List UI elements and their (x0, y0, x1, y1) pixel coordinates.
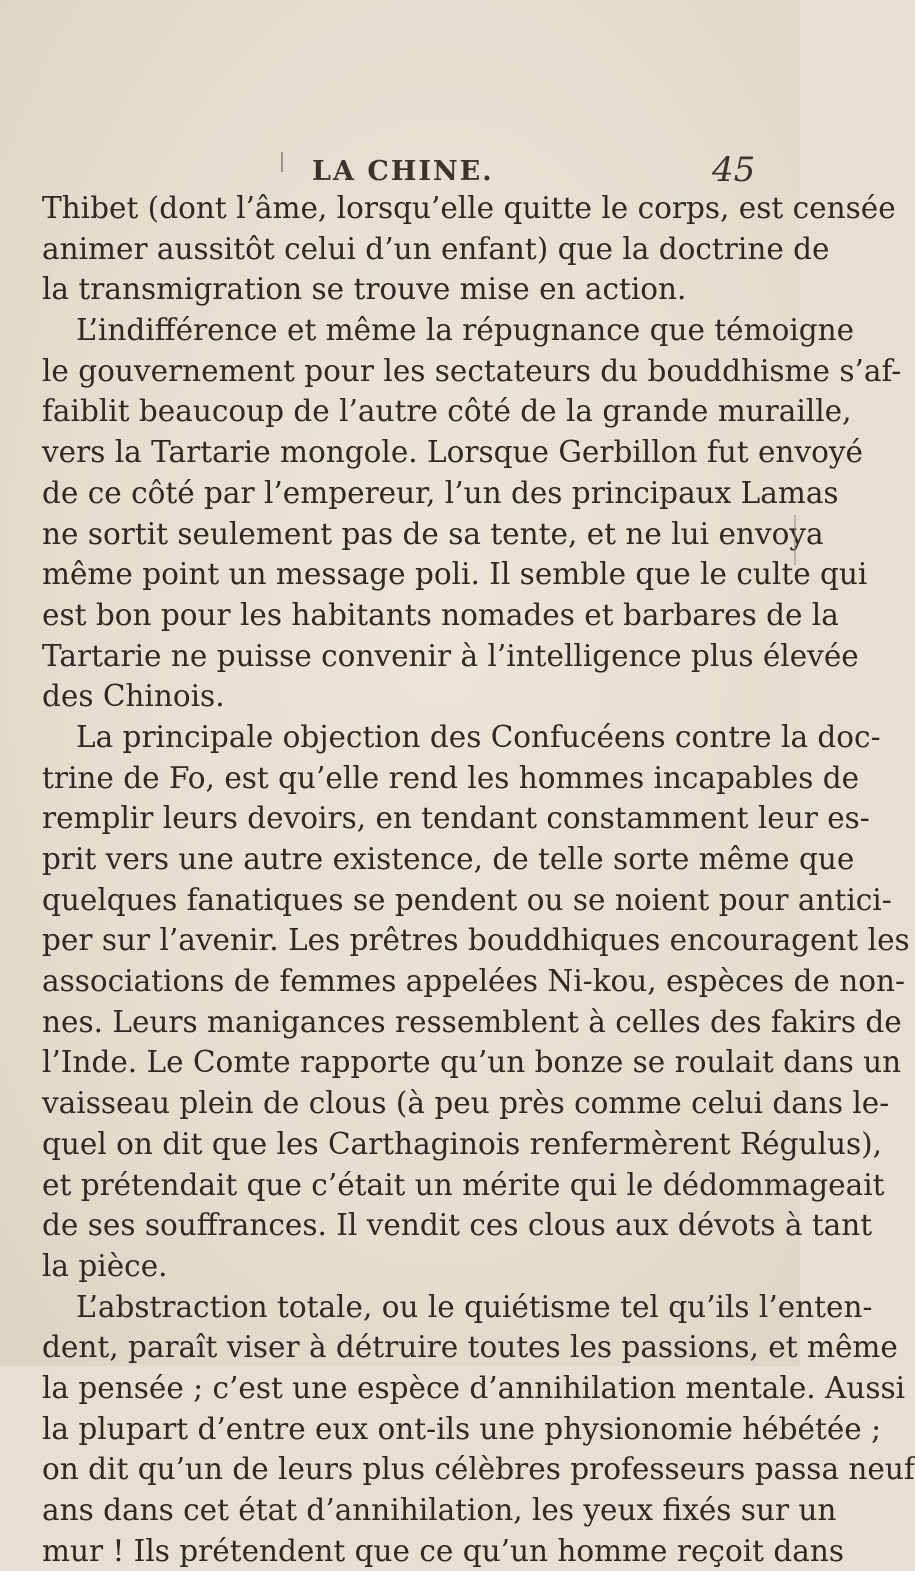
text-line: vaisseau plein de clous (à peu près comme celui dans le- (42, 1086, 890, 1121)
body-text (42, 188, 915, 1571)
text-line: de ce côté par l’empereur, l’un des principaux Lamas (42, 475, 839, 510)
text-line: est bon pour les habitants nomades et barbares de la (42, 597, 839, 632)
text-line: vers la Tartarie mongole. Lorsque Gerbillon fut envoyé (42, 435, 863, 470)
paragraph-start-line: La principale objection des Confucéens contre la doc- (76, 719, 881, 754)
text-line: faiblit beaucoup de l’autre côté de la grande muraille, (42, 394, 852, 429)
text-line: associations de femmes appelées Ni-kou, espèces de non- (42, 964, 905, 999)
text-line: per sur l’avenir. Les prêtres bouddhiques encouragent les (42, 923, 910, 958)
text-line: mur ! Ils prétendent que ce qu’un homme reçoit dans (42, 1533, 844, 1568)
text-line: des Chinois. (42, 679, 225, 714)
text-line: dent, paraît viser à détruire toutes les passions, et même (42, 1330, 898, 1365)
page-number: 45 (712, 150, 756, 190)
text-line: même point un message poli. Il semble que le culte qui (42, 557, 868, 592)
text-line: prit vers une autre existence, de telle sorte même que (42, 842, 855, 876)
text-line: la pensée ; c’est une espèce d’annihilation mentale. Aussi (42, 1370, 906, 1405)
text-line: l’Inde. Le Comte rapporte qu’un bonze se roulait dans un (42, 1045, 902, 1080)
text-line: de ses souffrances. Il vendit ces clous aux dévots à tant (42, 1208, 873, 1243)
text-line: ans dans cet état d’annihilation, les yeux fixés sur un (42, 1493, 837, 1527)
text-line: remplir leurs devoirs, en tendant constamment leur es- (42, 801, 870, 836)
text-line: la plupart d’entre eux ont-ils une physionomie hébétée ; (42, 1411, 882, 1446)
text-line: on dit qu’un de leurs plus célèbres professeurs passa neuf (42, 1452, 915, 1487)
text-line: et prétendait que c’était un mérite qui le dédommageait (42, 1167, 885, 1202)
text-line: quel on dit que les Carthaginois renfermèrent Régulus), (42, 1126, 882, 1161)
paragraph-start-line: L’indifférence et même la répugnance que témoigne (76, 313, 855, 348)
text-line: nes. Leurs manigances ressemblent à celles des fakirs de (42, 1004, 902, 1039)
text-line: ne sortit seulement pas de sa tente, et ne lui envoya (42, 516, 824, 551)
text-line: animer aussitôt celui d’un enfant) que la doctrine de (42, 231, 830, 266)
text-line: le gouvernement pour les sectateurs du bouddhisme s’af- (42, 353, 902, 388)
paragraph-start-line: L’abstraction totale, ou le quiétisme tel qu’ils l’enten- (76, 1289, 873, 1324)
text-line: la transmigration se trouve mise en action. (42, 272, 687, 307)
text-line: quelques fanatiques se pendent ou se noient pour antici- (42, 882, 892, 917)
page-header (0, 150, 800, 190)
text-line: Tartarie ne puisse convenir à l’intelligence plus élevée (42, 638, 859, 673)
text-line: Thibet (dont l’âme, lorsqu’elle quitte le corps, est censée (42, 191, 896, 225)
text-line: la pièce. (42, 1248, 168, 1283)
running-head: LA CHINE. (312, 156, 494, 187)
text-line: trine de Fo, est qu’elle rend les hommes incapables de (42, 760, 860, 795)
